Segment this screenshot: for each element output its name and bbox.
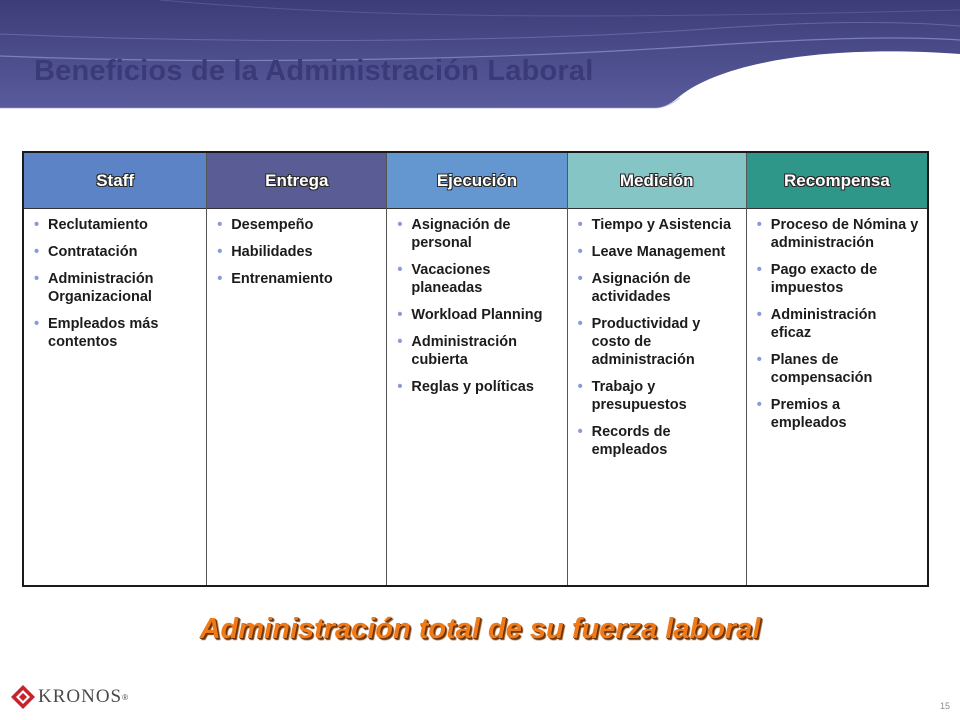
list-item: • Administración cubierta xyxy=(397,333,558,369)
list-item: • Desempeño xyxy=(217,216,378,234)
list-item: • Reclutamiento xyxy=(34,216,198,234)
column-ejecución xyxy=(387,153,567,585)
bullet-list xyxy=(207,209,386,297)
column-entrega xyxy=(207,153,387,585)
list-item: • Planes de compensación xyxy=(757,351,919,387)
page-number: 15 xyxy=(939,701,950,711)
column-header: Staff xyxy=(24,153,206,209)
column-header: Entrega xyxy=(207,153,386,209)
list-item: • Habilidades xyxy=(217,243,378,261)
list-item: • Pago exacto de impuestos xyxy=(757,261,919,297)
bullet-list xyxy=(747,209,927,441)
list-item: • Leave Management xyxy=(578,243,738,261)
list-item: • Workload Planning xyxy=(397,306,558,324)
column-staff xyxy=(24,153,207,585)
list-item: • Records de empleados xyxy=(578,423,738,459)
list-item: • Contratación xyxy=(34,243,198,261)
list-item: • Reglas y políticas xyxy=(397,378,558,396)
logo-registered-mark: ® xyxy=(122,692,129,702)
column-recompensa xyxy=(747,153,927,585)
list-item: • Tiempo y Asistencia xyxy=(578,216,738,234)
list-item: • Asignación de actividades xyxy=(578,270,738,306)
column-header: Recompensa xyxy=(747,153,927,209)
list-item: • Administración eficaz xyxy=(757,306,919,342)
logo-text: KRONOS xyxy=(38,686,123,707)
bullet-list xyxy=(24,209,206,360)
list-item: • Trabajo y presupuestos xyxy=(578,378,738,414)
list-item: • Vacaciones planeadas xyxy=(397,261,558,297)
bullet-list xyxy=(387,209,566,405)
column-medición xyxy=(568,153,747,585)
column-header: Ejecución xyxy=(387,153,566,209)
kronos-diamond-icon xyxy=(10,684,36,710)
list-item: • Empleados más contentos xyxy=(34,315,198,351)
kronos-logo xyxy=(10,684,128,710)
list-item: • Proceso de Nómina y administración xyxy=(757,216,919,252)
list-item: • Premios a empleados xyxy=(757,396,919,432)
list-item: • Productividad y costo de administración xyxy=(578,315,738,369)
column-header: Medición xyxy=(568,153,746,209)
bullet-list xyxy=(568,209,746,468)
list-item: • Asignación de personal xyxy=(397,216,558,252)
list-item: • Entrenamiento xyxy=(217,270,378,288)
benefits-table xyxy=(22,151,929,587)
list-item: • Administración Organizacional xyxy=(34,270,198,306)
tagline: Administración total de su fuerza laboral xyxy=(199,613,761,645)
page-title: Beneficios de la Administración Laboral xyxy=(34,55,594,87)
